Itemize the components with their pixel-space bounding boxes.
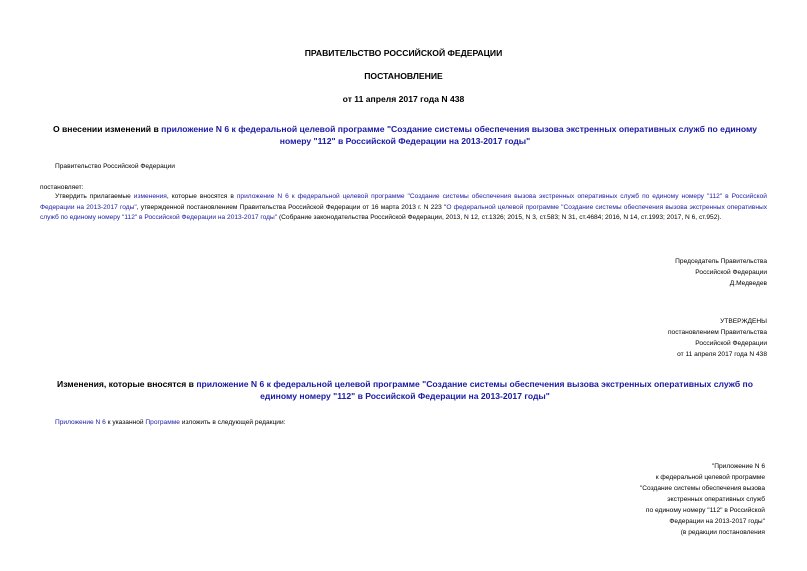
government-line: Правительство Российской Федерации: [55, 163, 175, 170]
appendix-header-line-5: по единому номеру "112" в Российской: [645, 507, 765, 514]
title-prefix: О внесении изменений в: [52, 124, 162, 134]
approved-line-2: постановлением Правительства: [667, 329, 767, 336]
para-text-1: Утвердить прилагаемые: [55, 193, 134, 200]
appendix-header-line-4: экстренных оперативных служб: [667, 496, 765, 503]
appendix-header-line-6: Федерации на 2013-2017 годы": [669, 518, 765, 525]
appendix-header-line-7: (в редакции постановления: [680, 529, 765, 536]
approved-line-3: Российской Федерации: [695, 340, 767, 347]
appendix-header-block: [585, 461, 765, 538]
para-text-3: , утвержденной постановлением Правительства Российской Федерации от 16 марта 2013 г. N 223 ": [136, 203, 447, 211]
para-text-4: (Собрание законодательства Российской Федерации, 2013, N 12, ст.1326; 2015, N 3, ст.583; N 31, ст.4684; 2016, N 14, ст.1993; 2017, N 6, ст.952).: [277, 214, 722, 221]
main-paragraph: [40, 192, 767, 224]
document-type: ПОСТАНОВЛЕНИЕ: [364, 71, 443, 81]
signature-line-3: Д.Медведев: [729, 280, 767, 287]
changes-title: [40, 378, 770, 402]
appendix-link[interactable]: приложение N 6 к федеральной целевой программе "Создание системы обеспечения вызова экстренных оперативных служб по единому номеру "112" в Российской Федерации на 2013-2017 годы": [40, 193, 767, 211]
appendix-header-line-1: "Приложение N 6: [711, 463, 765, 470]
signature-line-1: Председатель Правительства: [675, 258, 767, 265]
approved-line-1: УТВЕРЖДЕНЫ: [720, 318, 767, 325]
para-text-2: , которые вносятся в: [166, 193, 237, 200]
decides-line: постановляет:: [40, 184, 84, 191]
appendix-header-line-2: к федеральной целевой программе: [655, 474, 765, 481]
approved-block: [668, 316, 767, 360]
date-number: от 11 апреля 2017 года N 438: [342, 94, 465, 104]
changes-link[interactable]: изменения: [133, 193, 167, 200]
appendix-6-link[interactable]: Приложение N 6: [55, 419, 106, 426]
signature-line-2: Российской Федерации: [695, 269, 767, 276]
changes-title-link[interactable]: приложение N 6 к федеральной целевой программе "Создание системы обеспечения вызова экстренных оперативных служб по единому номеру "112" в Российской Федерации на 2013-2017 годы": [196, 379, 753, 401]
approved-line-4: от 11 апреля 2017 года N 438: [677, 351, 767, 358]
appendix-instruction: [55, 418, 286, 429]
appendix-header-line-3: "Создание системы обеспечения вызова: [639, 485, 765, 492]
signature-block: [675, 256, 767, 289]
document-title: [40, 123, 770, 147]
changes-title-prefix: Изменения, которые вносятся в: [57, 379, 197, 389]
appendix-text-2: изложить в следующей редакции:: [179, 419, 286, 426]
government-header: ПРАВИТЕЛЬСТВО РОССИЙСКОЙ ФЕДЕРАЦИИ: [304, 48, 503, 58]
appendix-text-1: к указанной: [105, 419, 146, 426]
program-ref-link[interactable]: Программе: [145, 419, 180, 426]
program-link[interactable]: О федеральной целевой программе "Создание системы обеспечения вызова экстренных оперативных служб по единому номеру "112" в Российской Федерации на 2013-2017 годы": [40, 203, 767, 221]
title-link[interactable]: приложение N 6 к федеральной целевой программе "Создание системы обеспечения вызова экстренных оперативных служб по единому номеру "112" в Российской Федерации на 2013-2017 годы": [161, 124, 758, 146]
